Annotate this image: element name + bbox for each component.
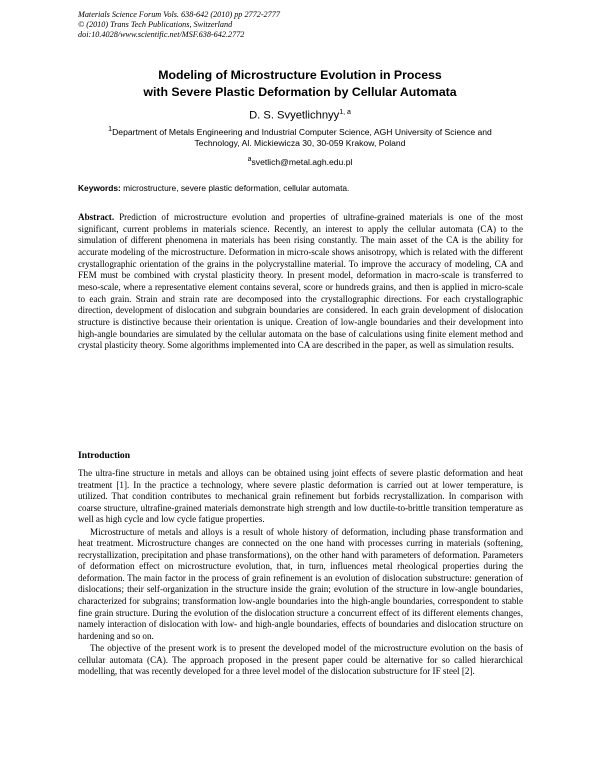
author-email [60,154,540,168]
author-superscript: 1, a [339,109,351,116]
title-line-2: with Severe Plastic Deformation by Cellular Automata [143,85,457,99]
affiliation-text: Department of Metals Engineering and Industrial Computer Science, AGH University of Science and Technology, Al. Mickiewicza 30, 30-059 Krakow, Poland [112,126,492,149]
abstract-text: Prediction of microstructure evolution and properties of ultrafine-grained materials is one of the most significant, current problems in materials science. Recently, an interest to apply the cellular automata (CA) to the simulation of different phenomena in materials has been rising constantly. The main asset of the CA is the ability for accurate modeling of the microstructure. Deformation in micro-scale shows anisotropy, which is related with the different crystallographic orientation of the grains in the polycrystalline material. To improve the accuracy of modeling, CA and FEM must be combined with crystal plasticity theory. In present model, deformation in macro-scale is transferred to meso-scale, where a representative element contains several, score or hundreds grains, and then is applied in micro-scale to each grain. Strain and strain rate are decomposed into the crystallographic directions. For each crystallographic direction, development of dislocation and subgrain boundaries are considered. In each grain development of dislocation structure is distinctive because their orientation is unique. Creation of low-angle boundaries and their development into high-angle boundaries are simulated by the cellular automata on the base of calculations using finite element method and crystal plasticity theory. Some algorithms implemented into CA are described in the paper, as well as simulation results. [78,212,523,351]
email-address: svetlich@metal.agh.edu.pl [251,156,353,167]
author-name: D. S. Svyetlichnyy [249,109,340,122]
introduction-body [78,468,523,678]
keywords-label: Keywords: [78,183,121,193]
journal-header [78,10,280,40]
journal-citation: Materials Science Forum Vols. 638-642 (2010) pp 2772-2777 [78,10,280,19]
abstract [78,212,523,352]
keywords [78,183,528,194]
intro-paragraph-2: Microstructure of metals and alloys is a result of whole history of deformation, including phase transformation and heat treatment. Microstructure changes are connected on the one hand with processes curring in materials (softening, recrystallization, precipitation and phase transformations), on the other hand with parameters of deformation. Parameters of deformation effect on microstructure evolution, that, in turn, influences metal rheological properties during the deformation. The main factor in the process of grain refinement is an evolution of dislocation substructure: generation of dislocations; their self-organization in the structure inside the grain; evolution of the structure in low-angle boundaries, characterized for subgrains; transformation low-angle boundaries into the high-angle boundaries, correspondent to stable fine grain structure. During the evolution of the dislocation structure a concurrent effect of its different elements changes, namely interaction of dislocation with low- and high-angle boundaries, effects of boundaries and dislocation structure on hardening and so on. [78,526,523,641]
email-superscript: a [247,156,252,163]
paper-title [60,67,540,101]
abstract-label: Abstract. [78,212,115,222]
author [60,106,540,123]
affiliation [100,124,500,150]
copyright-line: © (2010) Trans Tech Publications, Switzerland [78,20,233,29]
intro-paragraph-3: The objective of the present work is to present the developed model of the microstructure evolution on the basis of cellular automata (CA). The approach proposed in the present paper could be alternative for so called hierarchical modelling, that was recently developed for a three level model of the dislocation substructure for IF steel [2]. [78,643,523,677]
title-line-1: Modeling of Microstructure Evolution in Process [158,68,442,82]
doi-line: doi:10.4028/www.scientific.net/MSF.638-642.2772 [78,30,245,39]
section-heading-introduction: Introduction [78,450,131,461]
keywords-text: microstructure, severe plastic deformation, cellular automata. [120,183,350,193]
affiliation-superscript: 1 [108,126,113,133]
intro-paragraph-1: The ultra-fine structure in metals and alloys can be obtained using joint effects of severe plastic deformation and heat treatment [1]. In the practice a technology, where severe plastic deformation is carried out at lower temperature, is utilized. That condition contributes to mechanical grain refinement but forbids recrystallization. In comparison with coarse structure, ultrafine-grained materials demonstrate high strength and low ductile-to-brittle transition temperature as well as high cycle and low cycle fatigue properties. [78,468,523,525]
